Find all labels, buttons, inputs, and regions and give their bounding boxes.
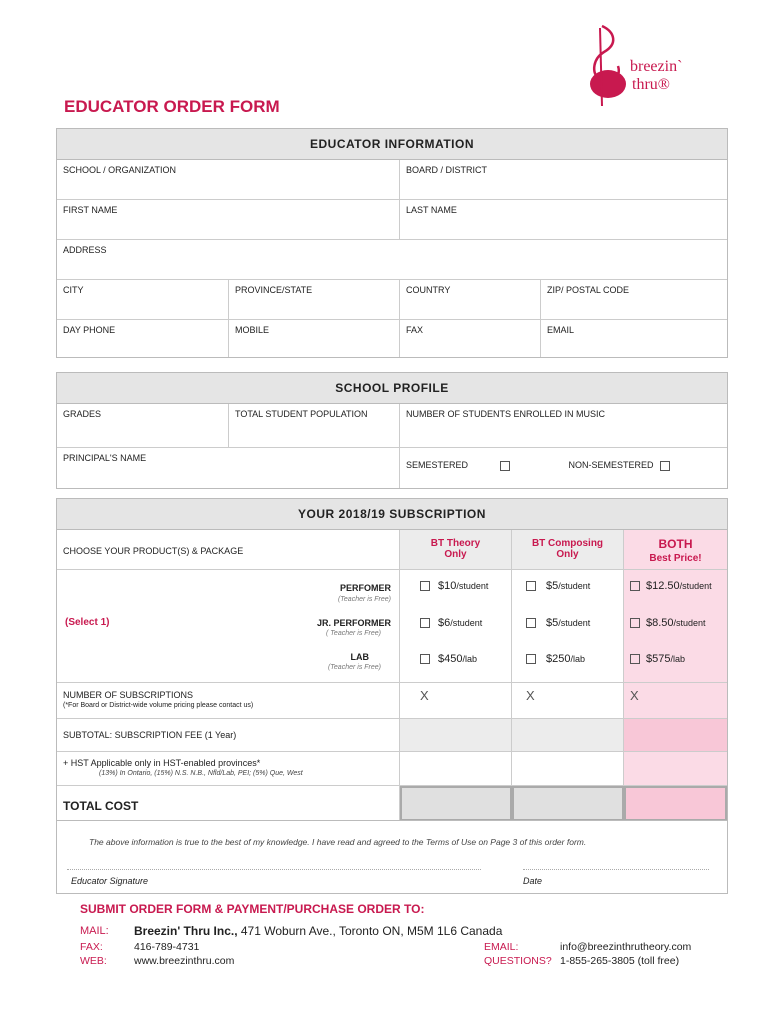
lab-comp-option[interactable] [512,643,624,683]
num-comp-x: X [526,688,535,703]
num-theory-field[interactable] [400,683,512,719]
fax-field[interactable] [400,320,541,357]
board-field[interactable] [400,160,727,200]
grades-label: GRADES [63,409,102,419]
num-comp-field[interactable] [512,683,624,719]
num-subs-note: (*For Board or District-wide volume pricing please contact us) [63,702,254,709]
jr-both-price: $8.50 [646,617,674,629]
educator-info-section [56,128,728,358]
date-label: Date [523,876,543,886]
zip-field[interactable] [541,280,727,320]
choose-product-label: CHOOSE YOUR PRODUCT(S) & PACKAGE [57,530,400,570]
lab-both-price: $575 [646,653,671,665]
performer-theory-checkbox[interactable] [420,581,430,591]
subtotal-theory-field[interactable] [400,719,512,752]
school-field[interactable] [57,160,400,200]
jr-performer-note: ( Teacher is Free) [326,630,381,637]
mail-street: 471 Woburn Ave., Toronto ON, M5M 1L6 Canada [237,924,503,938]
both-header [624,530,727,570]
jr-both-checkbox[interactable] [630,618,640,628]
per-student-unit: /student [558,618,591,628]
province-field[interactable] [229,280,400,320]
city-field[interactable] [57,280,229,320]
principal-field[interactable] [57,448,400,488]
performer-label: PERFOMER [339,583,391,593]
breezin-thru-logo [580,22,730,112]
school-label: SCHOOL / ORGANIZATION [63,165,177,175]
address-field[interactable] [57,240,727,280]
lab-comp-price: $250 [546,653,571,665]
province-label: PROVINCE/STATE [235,285,313,295]
total-students-label: TOTAL STUDENT POPULATION [235,409,368,419]
semestered-label: SEMESTERED [406,460,469,470]
agreement-section [56,820,728,894]
mail-address [134,924,502,938]
per-student-unit: /student [679,581,712,591]
email-label: EMAIL: [484,941,519,953]
web-link[interactable]: www.breezinthru.com [134,955,235,967]
num-theory-x: X [420,688,429,703]
jr-comp-option[interactable] [512,606,624,643]
principal-label: PRINCIPAL'S NAME [63,453,147,463]
performer-comp-option[interactable] [512,570,624,606]
web-label: WEB: [80,955,107,967]
date-line[interactable] [523,869,709,870]
lab-both-option[interactable] [624,643,727,683]
per-student-unit: /student [673,618,706,628]
signature-line[interactable] [67,869,481,870]
day-phone-field[interactable] [57,320,229,357]
num-subscriptions-label [57,683,400,719]
hst-theory-field[interactable] [400,752,512,786]
total-both-field[interactable] [624,786,727,821]
select-one-label: (Select 1) [65,617,110,628]
educator-info-heading: EDUCATOR INFORMATION [57,129,727,160]
performer-comp-checkbox[interactable] [526,581,536,591]
col1-line1: BT Theory [430,538,481,549]
jr-theory-option[interactable] [400,606,512,643]
lab-theory-price: $450 [438,653,463,665]
per-lab-unit: /lab [670,654,685,664]
country-field[interactable] [400,280,541,320]
address-label: ADDRESS [63,245,107,255]
per-student-unit: /student [558,581,591,591]
hst-comp-field[interactable] [512,752,624,786]
first-name-label: FIRST NAME [63,205,118,215]
mail-company: Breezin' Thru Inc., [134,924,238,938]
agreement-text: The above information is true to the best of my knowledge. I have read and agreed to the Terms of Use on Page 3 of this order form. [89,837,587,847]
lab-both-checkbox[interactable] [630,654,640,664]
signature-label: Educator Signature [71,876,149,886]
package-labels [57,570,400,683]
semestered-checkbox[interactable] [500,461,510,471]
logo-line1: breezin` [630,58,683,75]
email-label: EMAIL [547,325,575,335]
performer-theory-option[interactable] [400,570,512,606]
performer-theory-price: $10 [438,580,457,592]
submit-heading: SUBMIT ORDER FORM & PAYMENT/PURCHASE ORDER TO: [80,902,425,916]
country-label: COUNTRY [406,285,451,295]
school-profile-heading: SCHOOL PROFILE [57,373,727,404]
music-students-label: NUMBER OF STUDENTS ENROLLED IN MUSIC [406,409,606,419]
performer-both-option[interactable] [624,570,727,606]
last-name-label: LAST NAME [406,205,457,215]
per-student-unit: /student [456,581,489,591]
subscription-heading: YOUR 2018/19 SUBSCRIPTION [57,499,727,530]
bt-composing-header [512,530,624,570]
lab-label: LAB [350,652,369,662]
questions-phone: 1-855-265-3805 (toll free) [560,955,680,967]
total-comp-field[interactable] [512,786,624,821]
music-students-field[interactable] [400,404,727,448]
subtotal-label: SUBTOTAL: SUBSCRIPTION FEE (1 Year) [57,719,400,752]
col3-line1: BOTH [658,537,693,551]
subtotal-both-field[interactable] [624,719,727,752]
fax-label: FAX: [80,941,103,953]
lab-theory-checkbox[interactable] [420,654,430,664]
subscription-section [56,498,728,821]
board-label: BOARD / DISTRICT [406,165,488,175]
mail-label: MAIL: [80,925,109,937]
first-name-field[interactable] [57,200,400,240]
lab-theory-option[interactable] [400,643,512,683]
col3-line2: Best Price! [649,553,702,564]
fax-label: FAX [406,325,424,335]
page-title: EDUCATOR ORDER FORM [64,97,280,116]
email-field[interactable] [541,320,727,357]
performer-both-checkbox[interactable] [630,581,640,591]
city-label: CITY [63,285,84,295]
school-profile-section [56,372,728,489]
num-subs-text: NUMBER OF SUBSCRIPTIONS [63,690,194,700]
jr-both-option[interactable] [624,606,727,643]
col1-line2: Only [444,549,467,560]
col2-line2: Only [556,549,579,560]
mobile-field[interactable] [229,320,400,357]
jr-theory-checkbox[interactable] [420,618,430,628]
per-lab-unit: /lab [570,654,585,664]
subtotal-comp-field[interactable] [512,719,624,752]
jr-comp-checkbox[interactable] [526,618,536,628]
hst-text: + HST Applicable only in HST-enabled provinces* [63,758,261,768]
jr-performer-label: JR. PERFORMER [316,618,391,628]
grades-field[interactable] [57,404,229,448]
non-semestered-label: NON-SEMESTERED [568,460,654,470]
total-students-field[interactable] [229,404,400,448]
questions-label: QUESTIONS? [484,955,552,967]
email-link[interactable]: info@breezinthrutheory.com [560,941,692,953]
per-student-unit: /student [450,618,483,628]
day-phone-label: DAY PHONE [63,325,116,335]
mobile-label: MOBILE [235,325,270,335]
lab-note: (Teacher is Free) [327,664,381,671]
jr-comp-price: $5 [546,617,559,629]
num-both-x: X [630,688,639,703]
hst-label [57,752,400,786]
col2-line1: BT Composing [531,538,604,549]
performer-note: (Teacher is Free) [337,596,391,603]
num-both-field[interactable] [624,683,727,719]
hst-note: (13%) In Ontario, (15%) N.S. N.B., Nfld/Lab, PEI; (5%) Que, West [99,770,303,777]
zip-label: ZIP/ POSTAL CODE [547,285,630,295]
total-theory-field[interactable] [400,786,512,821]
per-lab-unit: /lab [462,654,477,664]
lab-comp-checkbox[interactable] [526,654,536,664]
total-cost-label: TOTAL COST [57,786,400,821]
performer-both-price: $12.50 [646,580,680,592]
hst-both-field[interactable] [624,752,727,786]
last-name-field[interactable] [400,200,727,240]
fax-value: 416-789-4731 [134,941,200,953]
non-semestered-checkbox[interactable] [660,461,670,471]
jr-theory-price: $6 [438,617,451,629]
bt-theory-header [400,530,512,570]
logo-line2: thru® [632,76,670,93]
semester-options [400,448,727,488]
performer-comp-price: $5 [546,580,559,592]
